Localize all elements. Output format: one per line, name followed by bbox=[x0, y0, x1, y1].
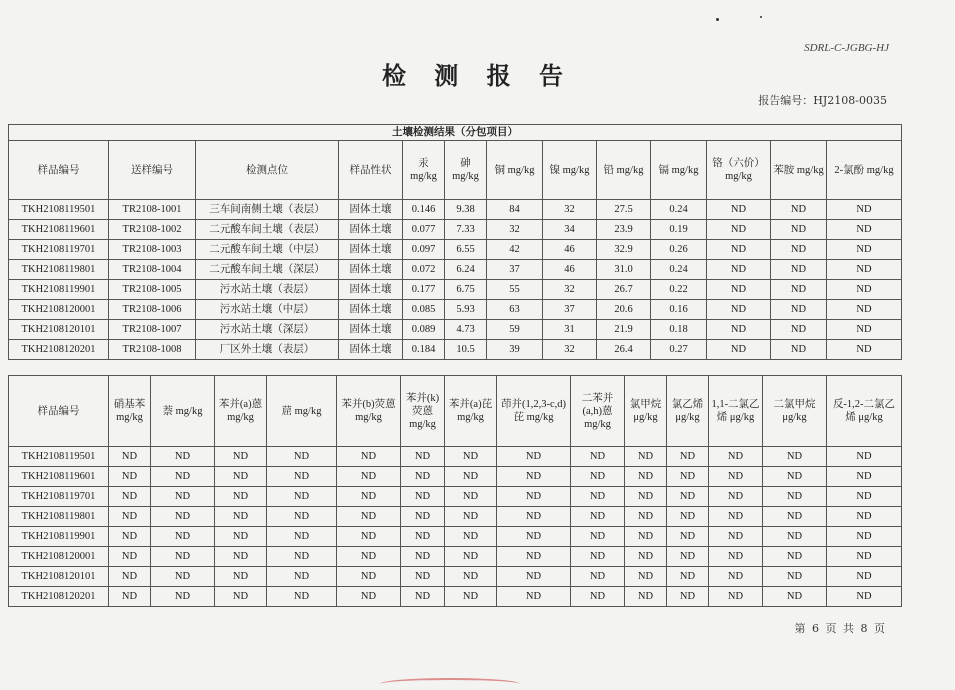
table-cell: ND bbox=[763, 507, 827, 527]
table-cell: TKH2108119601 bbox=[9, 467, 109, 487]
table-cell: TR2108-1004 bbox=[109, 260, 196, 280]
column-header: 1,1-二氯乙烯 μg/kg bbox=[709, 376, 763, 447]
table-cell: ND bbox=[763, 547, 827, 567]
table-cell: TKH2108119701 bbox=[9, 240, 109, 260]
scan-mark bbox=[760, 16, 762, 18]
table-cell: 31.0 bbox=[597, 260, 651, 280]
table-cell: 0.24 bbox=[651, 200, 707, 220]
table-cell: ND bbox=[401, 467, 445, 487]
table-cell: ND bbox=[401, 547, 445, 567]
table-cell: 39 bbox=[487, 340, 543, 360]
table-cell: ND bbox=[267, 587, 337, 607]
column-header: 检测点位 bbox=[196, 141, 339, 200]
table-cell: ND bbox=[667, 567, 709, 587]
table-row bbox=[9, 567, 902, 587]
table-cell: 固体土壤 bbox=[339, 300, 403, 320]
table-cell: TR2108-1007 bbox=[109, 320, 196, 340]
column-header: 苯并(k)荧蒽 mg/kg bbox=[401, 376, 445, 447]
table-cell: ND bbox=[337, 527, 401, 547]
table-cell: ND bbox=[337, 547, 401, 567]
column-header: 氯乙烯 μg/kg bbox=[667, 376, 709, 447]
table-cell: ND bbox=[109, 487, 151, 507]
table-cell: 固体土壤 bbox=[339, 260, 403, 280]
column-header: 氯甲烷 μg/kg bbox=[625, 376, 667, 447]
table-cell: ND bbox=[337, 447, 401, 467]
table-cell: 0.26 bbox=[651, 240, 707, 260]
table-cell: TKH2108119801 bbox=[9, 260, 109, 280]
table-cell: 污水站土壤（深层） bbox=[196, 320, 339, 340]
column-header: 样品编号 bbox=[9, 141, 109, 200]
column-header: 茚并(1,2,3-c,d)芘 mg/kg bbox=[497, 376, 571, 447]
table-cell: ND bbox=[827, 527, 902, 547]
column-header: 送样编号 bbox=[109, 141, 196, 200]
table-row bbox=[9, 447, 902, 467]
table-cell: ND bbox=[401, 567, 445, 587]
table-cell: ND bbox=[571, 547, 625, 567]
column-header: 苯胺 mg/kg bbox=[771, 141, 827, 200]
table-cell: 固体土壤 bbox=[339, 340, 403, 360]
table-cell: ND bbox=[337, 507, 401, 527]
table-cell: ND bbox=[827, 200, 902, 220]
table-cell: ND bbox=[267, 447, 337, 467]
table-cell: 26.7 bbox=[597, 280, 651, 300]
table-cell: ND bbox=[667, 507, 709, 527]
table-cell: ND bbox=[771, 200, 827, 220]
table-cell: TKH2108120201 bbox=[9, 587, 109, 607]
table-cell: ND bbox=[709, 487, 763, 507]
table-cell: 32 bbox=[543, 200, 597, 220]
table-cell: 46 bbox=[543, 260, 597, 280]
column-header: 苯并(b)荧蒽 mg/kg bbox=[337, 376, 401, 447]
table-cell: TKH2108119901 bbox=[9, 280, 109, 300]
table-cell: 23.9 bbox=[597, 220, 651, 240]
column-header: 砷 mg/kg bbox=[445, 141, 487, 200]
column-header: 苯并(a)蒽 mg/kg bbox=[215, 376, 267, 447]
column-header: 镉 mg/kg bbox=[651, 141, 707, 200]
column-header: 铬（六价） mg/kg bbox=[707, 141, 771, 200]
table-cell: 0.22 bbox=[651, 280, 707, 300]
table-cell: 6.55 bbox=[445, 240, 487, 260]
table-cell: ND bbox=[667, 487, 709, 507]
table-cell: ND bbox=[667, 547, 709, 567]
table-cell: ND bbox=[109, 467, 151, 487]
column-header: 铜 mg/kg bbox=[487, 141, 543, 200]
table-cell: 固体土壤 bbox=[339, 280, 403, 300]
table-cell: 59 bbox=[487, 320, 543, 340]
table-cell: 0.085 bbox=[403, 300, 445, 320]
table-cell: ND bbox=[445, 487, 497, 507]
table-row bbox=[9, 507, 902, 527]
table-cell: ND bbox=[571, 467, 625, 487]
table-cell: ND bbox=[109, 567, 151, 587]
table-cell: ND bbox=[771, 260, 827, 280]
table-cell: ND bbox=[625, 507, 667, 527]
table-cell: TKH2108119501 bbox=[9, 200, 109, 220]
table-cell: TR2108-1002 bbox=[109, 220, 196, 240]
table-cell: TKH2108119901 bbox=[9, 527, 109, 547]
column-header: 汞 mg/kg bbox=[403, 141, 445, 200]
table-cell: ND bbox=[771, 240, 827, 260]
table-cell: ND bbox=[151, 527, 215, 547]
table-cell: 0.146 bbox=[403, 200, 445, 220]
table-cell: ND bbox=[497, 547, 571, 567]
table-cell: 0.089 bbox=[403, 320, 445, 340]
table-cell: ND bbox=[267, 527, 337, 547]
table-cell: TKH2108120001 bbox=[9, 300, 109, 320]
table-cell: ND bbox=[445, 507, 497, 527]
table-cell: 污水站土壤（中层） bbox=[196, 300, 339, 320]
table-cell: ND bbox=[151, 567, 215, 587]
table-cell: ND bbox=[497, 487, 571, 507]
table-cell: ND bbox=[401, 507, 445, 527]
table-row bbox=[9, 340, 902, 360]
table-cell: 27.5 bbox=[597, 200, 651, 220]
table-cell: 固体土壤 bbox=[339, 240, 403, 260]
table-cell: ND bbox=[497, 567, 571, 587]
table-cell: ND bbox=[709, 567, 763, 587]
table-cell: ND bbox=[571, 587, 625, 607]
column-header: 䓛 mg/kg bbox=[267, 376, 337, 447]
table-cell: ND bbox=[445, 547, 497, 567]
table-cell: ND bbox=[625, 467, 667, 487]
table-cell: ND bbox=[337, 487, 401, 507]
table-cell: 5.93 bbox=[445, 300, 487, 320]
table-row bbox=[9, 527, 902, 547]
table-cell: ND bbox=[709, 527, 763, 547]
table-cell: ND bbox=[707, 220, 771, 240]
column-header: 样品编号 bbox=[9, 376, 109, 447]
table-cell: 0.19 bbox=[651, 220, 707, 240]
table-cell: ND bbox=[763, 467, 827, 487]
table-cell: ND bbox=[707, 300, 771, 320]
table-cell: TR2108-1008 bbox=[109, 340, 196, 360]
table-cell: 20.6 bbox=[597, 300, 651, 320]
table-cell: ND bbox=[707, 280, 771, 300]
official-seal-partial bbox=[380, 678, 520, 690]
table-caption: 土壤检测结果（分包项目） bbox=[9, 125, 902, 141]
table-cell: ND bbox=[571, 507, 625, 527]
table-cell: 污水站土壤（表层） bbox=[196, 280, 339, 300]
table-cell: ND bbox=[445, 567, 497, 587]
column-header: 铅 mg/kg bbox=[597, 141, 651, 200]
table-cell: 32 bbox=[487, 220, 543, 240]
table-cell: ND bbox=[625, 527, 667, 547]
table-cell: ND bbox=[763, 447, 827, 467]
table-cell: ND bbox=[771, 220, 827, 240]
table-cell: ND bbox=[709, 587, 763, 607]
table-cell: 二元酸车间土壤（中层） bbox=[196, 240, 339, 260]
table-cell: ND bbox=[625, 587, 667, 607]
table-cell: ND bbox=[667, 587, 709, 607]
table-cell: ND bbox=[571, 487, 625, 507]
table-cell: ND bbox=[771, 320, 827, 340]
report-number: 报告编号：HJ2108-0035 bbox=[758, 94, 887, 107]
table-cell: ND bbox=[667, 447, 709, 467]
table-cell: 31 bbox=[543, 320, 597, 340]
table-cell: 32.9 bbox=[597, 240, 651, 260]
table-cell: ND bbox=[151, 467, 215, 487]
table-row bbox=[9, 240, 902, 260]
page-title: 检 测 报 告 bbox=[381, 61, 574, 90]
table-cell: ND bbox=[709, 547, 763, 567]
table-cell: ND bbox=[267, 507, 337, 527]
column-header: 二氯甲烷 μg/kg bbox=[763, 376, 827, 447]
table-cell: ND bbox=[497, 447, 571, 467]
table-cell: ND bbox=[401, 587, 445, 607]
table-cell: ND bbox=[215, 467, 267, 487]
table-cell: ND bbox=[763, 587, 827, 607]
table-cell: ND bbox=[707, 260, 771, 280]
table-row bbox=[9, 320, 902, 340]
table-cell: ND bbox=[497, 507, 571, 527]
table-cell: 84 bbox=[487, 200, 543, 220]
table-cell: ND bbox=[497, 527, 571, 547]
table-cell: ND bbox=[571, 567, 625, 587]
table-row bbox=[9, 220, 902, 240]
table-cell: ND bbox=[667, 527, 709, 547]
table-cell: ND bbox=[771, 340, 827, 360]
table-cell: 63 bbox=[487, 300, 543, 320]
table-cell: ND bbox=[763, 527, 827, 547]
table-cell: ND bbox=[151, 547, 215, 567]
table-cell: 55 bbox=[487, 280, 543, 300]
table-cell: 0.072 bbox=[403, 260, 445, 280]
table-cell: ND bbox=[151, 487, 215, 507]
table-row bbox=[9, 587, 902, 607]
table-cell: ND bbox=[215, 527, 267, 547]
soil-results-table bbox=[8, 124, 902, 360]
table-cell: ND bbox=[215, 547, 267, 567]
table-cell: TKH2108120201 bbox=[9, 340, 109, 360]
table-cell: ND bbox=[827, 240, 902, 260]
table-cell: 0.184 bbox=[403, 340, 445, 360]
table-cell: 三车间南侧土壤（表层） bbox=[196, 200, 339, 220]
table-row bbox=[9, 300, 902, 320]
table-row bbox=[9, 487, 902, 507]
table-cell: 26.4 bbox=[597, 340, 651, 360]
table-cell: ND bbox=[109, 447, 151, 467]
table-cell: 二元酸车间土壤（表层） bbox=[196, 220, 339, 240]
table-cell: ND bbox=[667, 467, 709, 487]
table-cell: TKH2108119501 bbox=[9, 447, 109, 467]
table-row bbox=[9, 467, 902, 487]
table-cell: 21.9 bbox=[597, 320, 651, 340]
table-cell: ND bbox=[109, 547, 151, 567]
table-cell: ND bbox=[497, 467, 571, 487]
table-cell: ND bbox=[445, 587, 497, 607]
column-header: 萘 mg/kg bbox=[151, 376, 215, 447]
table-cell: ND bbox=[109, 507, 151, 527]
table-cell: ND bbox=[709, 447, 763, 467]
table-cell: ND bbox=[771, 280, 827, 300]
table-cell: ND bbox=[827, 567, 902, 587]
column-header: 苯并(a)芘 mg/kg bbox=[445, 376, 497, 447]
table-cell: 0.077 bbox=[403, 220, 445, 240]
table-cell: ND bbox=[827, 300, 902, 320]
table-cell: TR2108-1001 bbox=[109, 200, 196, 220]
table-cell: 34 bbox=[543, 220, 597, 240]
organic-results-table bbox=[8, 375, 902, 607]
table-cell: ND bbox=[109, 527, 151, 547]
table-cell: ND bbox=[707, 200, 771, 220]
table-cell: ND bbox=[625, 447, 667, 467]
table-cell: ND bbox=[827, 507, 902, 527]
table-cell: ND bbox=[445, 527, 497, 547]
table-cell: ND bbox=[151, 447, 215, 467]
table-cell: ND bbox=[571, 447, 625, 467]
table-cell: 32 bbox=[543, 340, 597, 360]
table-cell: 4.73 bbox=[445, 320, 487, 340]
table-cell: 7.33 bbox=[445, 220, 487, 240]
table-cell: TR2108-1005 bbox=[109, 280, 196, 300]
table-cell: 厂区外土壤（表层） bbox=[196, 340, 339, 360]
table-cell: 0.16 bbox=[651, 300, 707, 320]
table-cell: 固体土壤 bbox=[339, 200, 403, 220]
table-cell: ND bbox=[267, 547, 337, 567]
table-cell: 10.5 bbox=[445, 340, 487, 360]
table-cell: ND bbox=[709, 507, 763, 527]
table-cell: ND bbox=[827, 260, 902, 280]
table-cell: ND bbox=[827, 467, 902, 487]
table-cell: ND bbox=[827, 280, 902, 300]
column-header: 2-氯酚 mg/kg bbox=[827, 141, 902, 200]
table-cell: ND bbox=[707, 320, 771, 340]
table-cell: ND bbox=[707, 340, 771, 360]
table-cell: ND bbox=[337, 587, 401, 607]
table-cell: ND bbox=[827, 340, 902, 360]
table-cell: TKH2108120101 bbox=[9, 320, 109, 340]
table-cell: ND bbox=[625, 547, 667, 567]
table-cell: TKH2108119701 bbox=[9, 487, 109, 507]
table-cell: ND bbox=[497, 587, 571, 607]
table-cell: TKH2108120001 bbox=[9, 547, 109, 567]
table-row bbox=[9, 260, 902, 280]
table-cell: ND bbox=[109, 587, 151, 607]
table-cell: ND bbox=[763, 567, 827, 587]
table-cell: 46 bbox=[543, 240, 597, 260]
table-cell: 0.24 bbox=[651, 260, 707, 280]
table-cell: ND bbox=[215, 587, 267, 607]
table-cell: ND bbox=[267, 467, 337, 487]
column-header: 反-1,2-二氯乙烯 μg/kg bbox=[827, 376, 902, 447]
table-cell: 0.177 bbox=[403, 280, 445, 300]
scan-mark bbox=[716, 18, 719, 21]
table-cell: ND bbox=[771, 300, 827, 320]
table-cell: ND bbox=[151, 507, 215, 527]
table-cell: ND bbox=[215, 567, 267, 587]
table-cell: ND bbox=[827, 320, 902, 340]
table-cell: 二元酸车间土壤（深层） bbox=[196, 260, 339, 280]
table-cell: ND bbox=[571, 527, 625, 547]
table-cell: ND bbox=[401, 447, 445, 467]
table-cell: ND bbox=[215, 487, 267, 507]
table-cell: ND bbox=[151, 587, 215, 607]
table-row bbox=[9, 200, 902, 220]
table-cell: ND bbox=[763, 487, 827, 507]
table-cell: ND bbox=[401, 527, 445, 547]
table-cell: ND bbox=[337, 467, 401, 487]
table-cell: ND bbox=[625, 567, 667, 587]
table-cell: ND bbox=[827, 220, 902, 240]
document-code: SDRL-C-JGBG-HJ bbox=[804, 42, 889, 54]
column-header: 镍 mg/kg bbox=[543, 141, 597, 200]
table-cell: 固体土壤 bbox=[339, 220, 403, 240]
table-cell: ND bbox=[827, 547, 902, 567]
table-cell: ND bbox=[625, 487, 667, 507]
table-row bbox=[9, 280, 902, 300]
table-cell: TKH2108120101 bbox=[9, 567, 109, 587]
table-cell: 固体土壤 bbox=[339, 320, 403, 340]
table-cell: 42 bbox=[487, 240, 543, 260]
table-cell: ND bbox=[401, 487, 445, 507]
table-cell: 9.38 bbox=[445, 200, 487, 220]
table-cell: ND bbox=[445, 467, 497, 487]
table-cell: ND bbox=[445, 447, 497, 467]
table-cell: TKH2108119601 bbox=[9, 220, 109, 240]
table-cell: 37 bbox=[543, 300, 597, 320]
table-cell: ND bbox=[337, 567, 401, 587]
table-cell: ND bbox=[827, 447, 902, 467]
table-cell: TR2108-1003 bbox=[109, 240, 196, 260]
table-cell: ND bbox=[267, 487, 337, 507]
table-cell: TR2108-1006 bbox=[109, 300, 196, 320]
table-cell: ND bbox=[827, 487, 902, 507]
table-cell: TKH2108119801 bbox=[9, 507, 109, 527]
table-cell: 0.097 bbox=[403, 240, 445, 260]
table-cell: 0.18 bbox=[651, 320, 707, 340]
table-cell: ND bbox=[827, 587, 902, 607]
page-number: 第 6 页 共 8 页 bbox=[794, 622, 885, 635]
table-cell: 32 bbox=[543, 280, 597, 300]
table-cell: 6.75 bbox=[445, 280, 487, 300]
table-cell: ND bbox=[215, 447, 267, 467]
table-cell: ND bbox=[709, 467, 763, 487]
table-cell: 6.24 bbox=[445, 260, 487, 280]
table-row bbox=[9, 547, 902, 567]
column-header: 二苯并(a,h)蒽 mg/kg bbox=[571, 376, 625, 447]
column-header: 硝基苯 mg/kg bbox=[109, 376, 151, 447]
table-cell: 0.27 bbox=[651, 340, 707, 360]
table-cell: ND bbox=[215, 507, 267, 527]
table-cell: 37 bbox=[487, 260, 543, 280]
table-cell: ND bbox=[707, 240, 771, 260]
table-cell: ND bbox=[267, 567, 337, 587]
column-header: 样品性状 bbox=[339, 141, 403, 200]
